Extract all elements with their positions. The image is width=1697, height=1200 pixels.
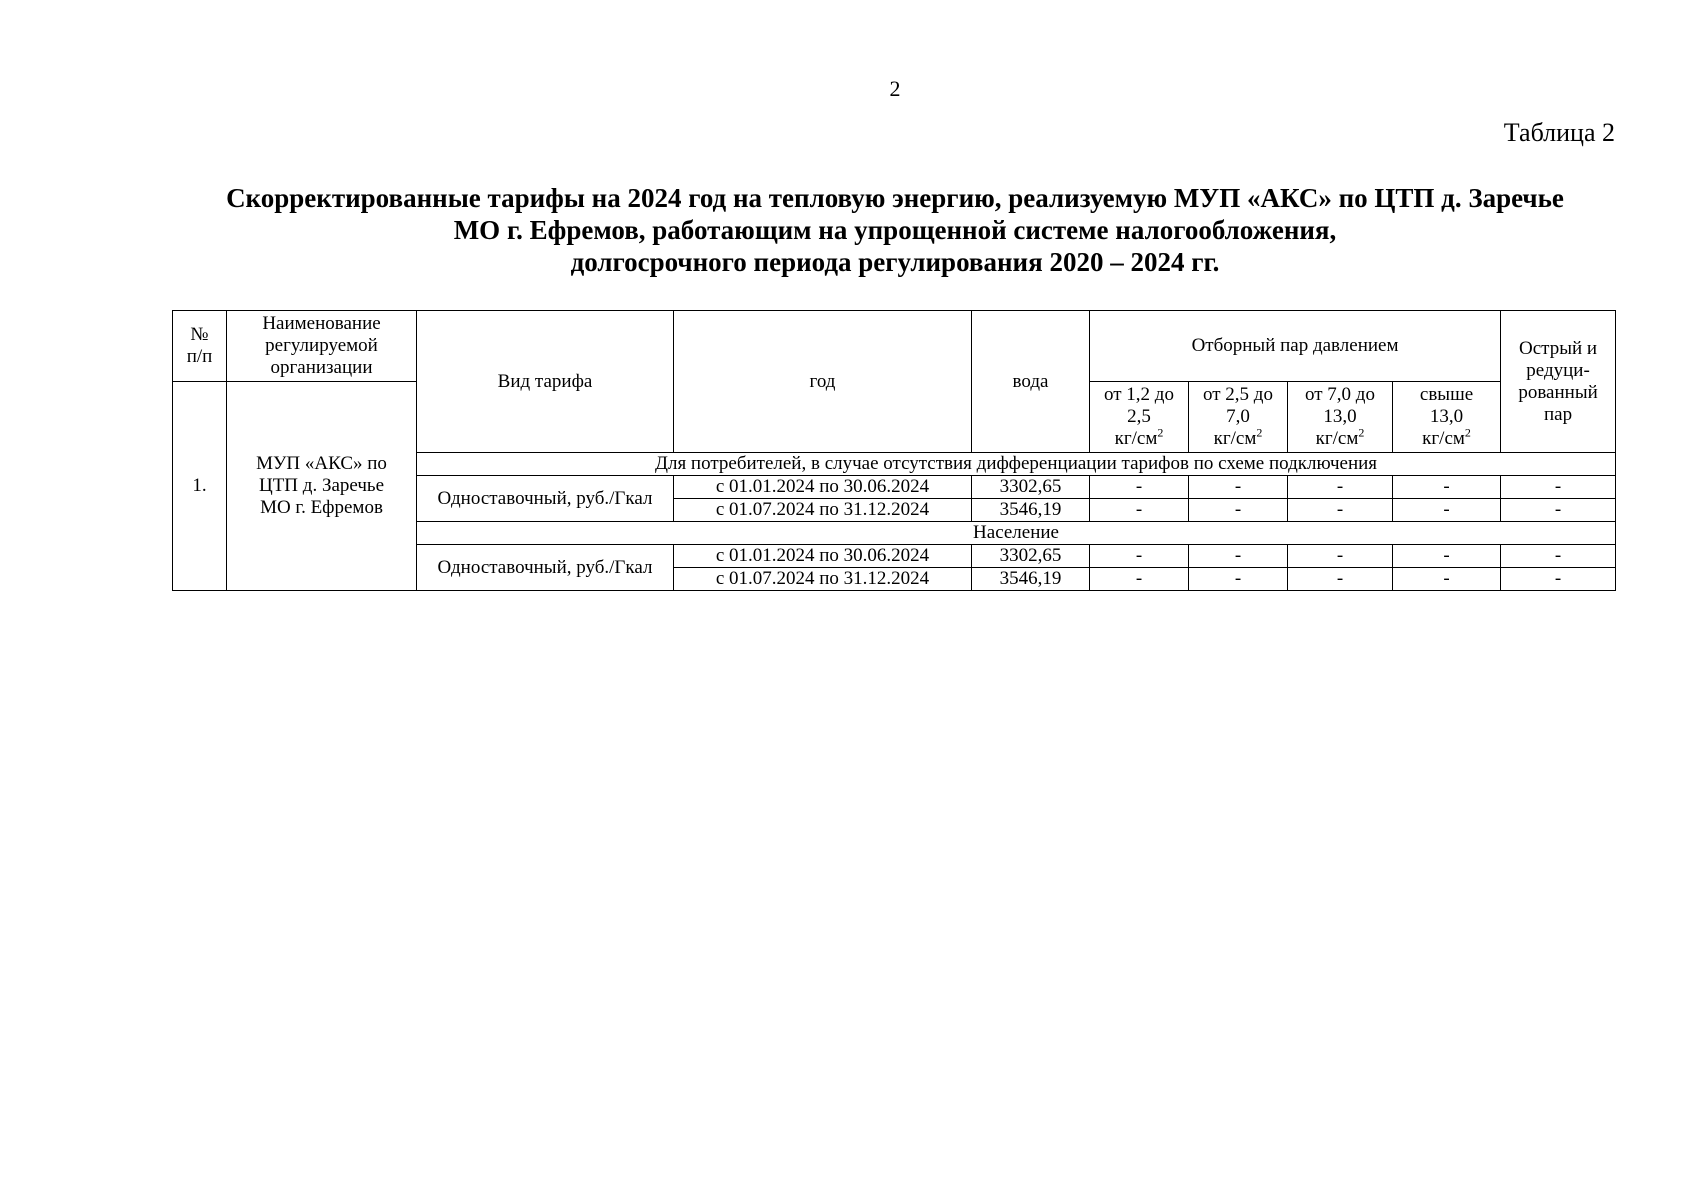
header-sharp-steam: Острый и редуци- рованный пар (1501, 311, 1616, 453)
pressure-1-cell: - (1090, 545, 1189, 568)
water-cell: 3302,65 (972, 545, 1090, 568)
pressure-3-cell: - (1288, 545, 1393, 568)
period-cell: с 01.01.2024 по 30.06.2024 (674, 545, 972, 568)
sharp-steam-cell: - (1501, 476, 1616, 499)
pressure-2-cell: - (1189, 568, 1288, 591)
pressure-4-cell: - (1393, 499, 1501, 522)
page-number: 2 (889, 76, 901, 101)
pressure-4-cell: - (1393, 476, 1501, 499)
organization-name: МУП «АКС» по ЦТП д. Заречье МО г. Ефремов (227, 382, 417, 591)
pressure-3-cell: - (1288, 568, 1393, 591)
water-cell: 3302,65 (972, 476, 1090, 499)
water-cell: 3546,19 (972, 568, 1090, 591)
section-title: Для потребителей, в случае отсутствия дифференциации тарифов по схеме подключения (417, 453, 1616, 476)
row-number: 1. (173, 382, 227, 591)
pressure-4-cell: - (1393, 545, 1501, 568)
pressure-2-cell: - (1189, 545, 1288, 568)
title-line-3: долгосрочного периода регулирования 2020 – 2024 гг. (570, 247, 1220, 277)
header-water: вода (972, 311, 1090, 453)
document-title (150, 182, 1640, 278)
pressure-4-cell: - (1393, 568, 1501, 591)
period-cell: с 01.07.2024 по 31.12.2024 (674, 568, 972, 591)
tariff-type-cell: Одноставочный, руб./Гкал (417, 476, 674, 522)
sharp-steam-cell: - (1501, 499, 1616, 522)
sharp-steam-cell: - (1501, 545, 1616, 568)
header-pressure-4: свыше 13,0 $кг/см^2$ (1393, 382, 1501, 453)
header-org-name: Наименование регулируемой организации (227, 311, 417, 382)
pressure-2-cell: - (1189, 499, 1288, 522)
period-cell: с 01.01.2024 по 30.06.2024 (674, 476, 972, 499)
pressure-1-cell: - (1090, 476, 1189, 499)
pressure-1-cell: - (1090, 568, 1189, 591)
tariff-type-cell: Одноставочный, руб./Гкал (417, 545, 674, 591)
header-pressure-1: от 1,2 до 2,5 $кг/см^2$ (1090, 382, 1189, 453)
pressure-2-cell: - (1189, 476, 1288, 499)
tariffs-table (172, 310, 1616, 591)
header-year: год (674, 311, 972, 453)
title-line-1: Скорректированные тарифы на 2024 год на тепловую энергию, реализуемую МУП «АКС» по ЦТП д. Заречье (226, 183, 1564, 213)
water-cell: 3546,19 (972, 499, 1090, 522)
pressure-3-cell: - (1288, 476, 1393, 499)
header-extracted-steam: Отборный пар давлением (1090, 311, 1501, 382)
pressure-3-cell: - (1288, 499, 1393, 522)
title-line-2: МО г. Ефремов, работающим на упрощенной системе налогообложения, (453, 215, 1337, 245)
table-label: Таблица 2 (1503, 118, 1615, 147)
header-pressure-2: от 2,5 до 7,0 $кг/см^2$ (1189, 382, 1288, 453)
header-num: № п/п (173, 311, 227, 382)
period-cell: с 01.07.2024 по 31.12.2024 (674, 499, 972, 522)
pressure-1-cell: - (1090, 499, 1189, 522)
section-title: Население (417, 522, 1616, 545)
header-tariff-type: Вид тарифа (417, 311, 674, 453)
sharp-steam-cell: - (1501, 568, 1616, 591)
header-pressure-3: от 7,0 до 13,0 $кг/см^2$ (1288, 382, 1393, 453)
